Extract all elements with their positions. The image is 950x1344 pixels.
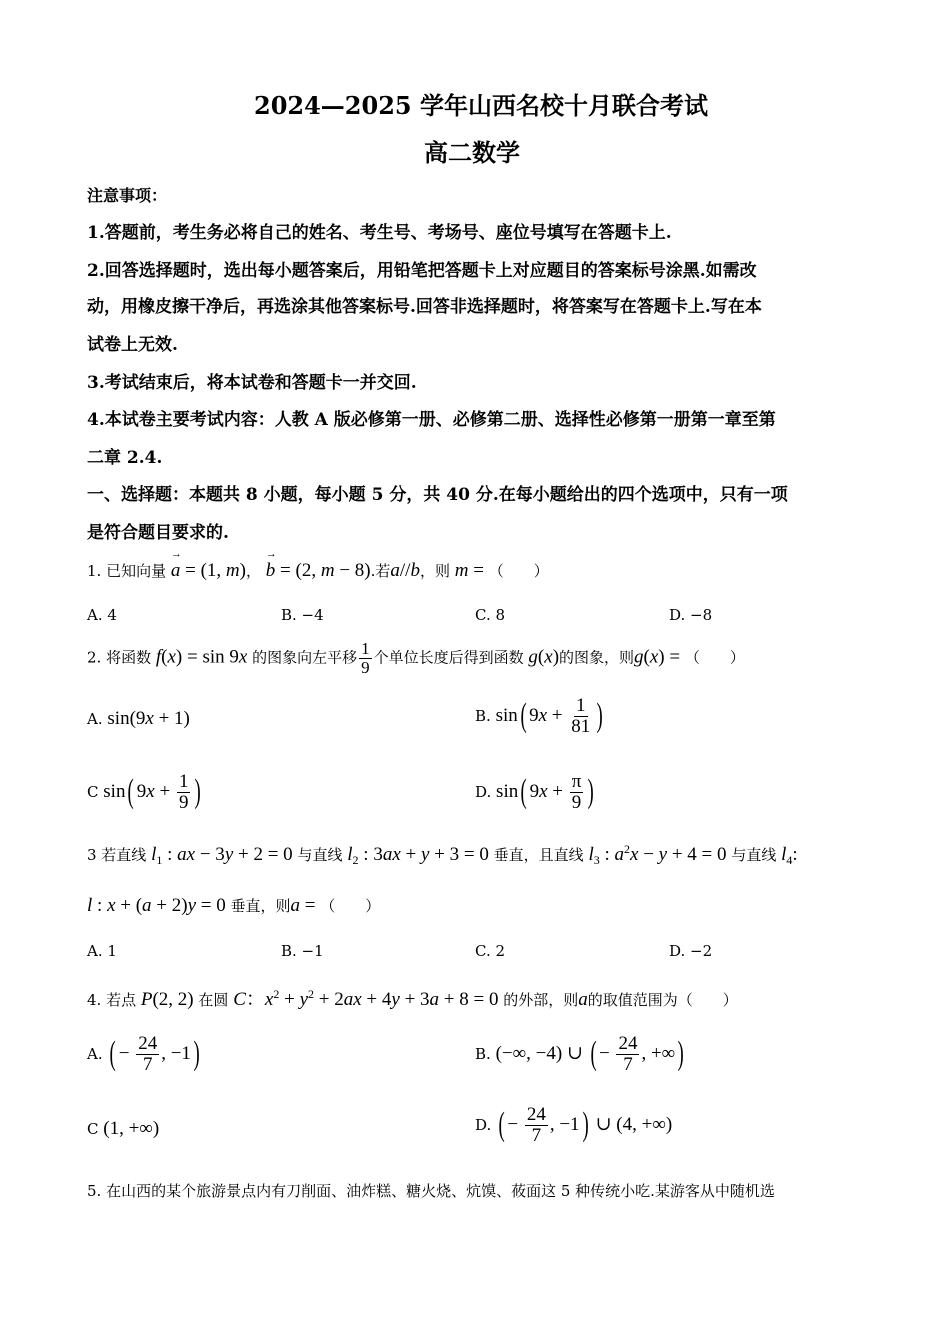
q1-ask: ，则 (419, 562, 450, 580)
q4-text-2: 的外部，则 (503, 991, 579, 1009)
q2-option-a-label: A. (87, 710, 103, 728)
q2-blank: （ ） (684, 648, 745, 667)
q3-text-4: 垂直，则 (230, 897, 291, 915)
q3-option-a: A. 1 (87, 942, 117, 960)
q4-a: a (578, 989, 588, 1010)
note-3: 3.考试结束后，将本试卷和答题卡一并交回. (87, 373, 417, 393)
q3-option-d: D. −2 (669, 942, 713, 960)
q2-text-3: 的图象，则 (559, 648, 635, 667)
q3-a-ask: a = (290, 895, 321, 916)
q3-text-3: 与直线 (731, 846, 777, 864)
exam-subject: 高二数学 (424, 138, 520, 167)
note-2-line3: 试卷上无效. (87, 335, 178, 355)
question-1 (87, 560, 549, 582)
q4-point: P(2, 2) (140, 989, 194, 1010)
q3-line-l4: l : x + (a + 2)y = 0 (87, 895, 226, 916)
q4-text-1: 在圆 (198, 991, 229, 1009)
exam-title: 2024—2025 学年山西名校十月联合考试 (254, 91, 708, 120)
notes-heading: 注意事项： (87, 186, 168, 205)
section-1-heading: 一、选择题：本题共 8 小题，每小题 5 分，共 40 分.在每小题给出的四个选项中，只有一项 (87, 485, 788, 505)
q2-option-b-label: B. (475, 706, 491, 725)
q3-blank: （ ） (320, 897, 381, 915)
q3-line-l2: $l_2$ : 3ax + y + 3 = 0 (347, 844, 489, 867)
q3-option-c: C. 2 (475, 942, 506, 960)
question-5: 5. 在山西的某个旅游景点内有刀削面、油炸糕、糖火烧、炕馍、莜面这 5 种传统小吃.某游客从中随机选 (87, 1182, 775, 1200)
q4-option-a-expr: ( − $\frac{24}{7}$ , −1) (109, 1033, 200, 1075)
q4-option-a (87, 1034, 202, 1075)
question-4 (87, 984, 738, 1011)
q3-option-b: B. −1 (281, 942, 324, 960)
q2-option-d (475, 772, 597, 813)
q2-option-d-label: D. (475, 782, 492, 801)
q4-option-d-expr: ( − $\frac{24}{7}$ , −1) ∪ (4, +∞) (498, 1104, 673, 1146)
q4-option-b-label: B. (475, 1044, 491, 1063)
q2-option-a-expr: sin(9x + 1) (107, 708, 190, 729)
q1-option-d: D. −8 (669, 606, 713, 624)
q1-vector-b: → b = (2, m − 8) (266, 560, 371, 581)
q3-line-l3: $l_3$ : $a^2x - y + 4 = 0$ (588, 842, 727, 867)
q1-blank: （ ） (488, 562, 549, 580)
q1-option-a: A. 4 (87, 606, 117, 624)
note-4-line2: 二章 2.4. (87, 448, 163, 468)
q1-cond: .若 (370, 562, 391, 580)
question-3 (87, 842, 798, 868)
q2-function-f: f(x) = sin 9x (155, 646, 248, 668)
q1-vector-a: → a = (1, m) (171, 560, 246, 581)
note-2-line2: 动，用橡皮擦干净后，再选涂其他答案标号.回答非选择题时，将答案写在答题卡上.写在本 (87, 297, 762, 317)
q2-option-a (87, 708, 190, 730)
q4-option-d (475, 1105, 672, 1146)
q1-option-c: C. 8 (475, 606, 506, 624)
note-2-line1: 2.回答选择题时，选出每小题答案后，用铅笔把答题卡上对应题目的答案标号涂黑.如需改 (87, 261, 757, 281)
q2-text-1: 的图象向左平移 (252, 648, 358, 667)
q2-option-d-expr: sin( 9x + $\frac{\pi}{9}$ ) (496, 771, 595, 813)
q2-option-c (87, 772, 204, 813)
question-3-cont (87, 895, 380, 917)
q4-option-c-label: C (87, 1120, 99, 1138)
q3-text-1: 与直线 (297, 846, 343, 864)
q1-comma: ， (245, 562, 261, 580)
q4-prefix: 4. 若点 (87, 991, 137, 1009)
q3-text-2: 垂直，且直线 (493, 846, 584, 864)
q3-line-l4-label: $l_4$: (781, 844, 798, 867)
q4-option-b-expr: (−∞, −4) ∪ ( − $\frac{24}{7}$ , +∞) (495, 1033, 684, 1075)
q1-prefix: 1. 已知向量 (87, 562, 167, 580)
q4-option-b (475, 1034, 687, 1075)
section-1-heading-line2: 是符合题目要求的. (87, 523, 229, 543)
q1-eq: = (468, 560, 489, 581)
q3-prefix: 3 若直线 (87, 846, 147, 864)
question-2 (87, 640, 745, 677)
q2-g-ask: g(x) = (634, 646, 685, 668)
q4-circle: C：$x^2 + y^2 + 2ax + 4y + 3a + 8 = 0$ (233, 987, 499, 1010)
q1-option-b: B. −4 (281, 606, 324, 624)
q2-option-c-label: C (87, 782, 99, 801)
note-1: 1.答题前，考生务必将自己的姓名、考生号、考场号、座位号填写在答题卡上. (87, 223, 672, 243)
q2-prefix: 2. 将函数 (87, 648, 152, 667)
q4-option-c-expr: (1, +∞) (103, 1118, 160, 1139)
q4-text-3: 的取值范围为（ ） (587, 991, 738, 1009)
q1-m: m (454, 560, 469, 581)
q4-option-a-label: A. (87, 1044, 103, 1063)
q2-function-g: g(x) (528, 646, 560, 668)
q2-text-2: 个单位长度后得到函数 (373, 648, 524, 667)
q2-shift-fraction: $\frac{1}{9}$ (361, 639, 370, 677)
q2-option-b (475, 696, 606, 737)
note-4-line1: 4.本试卷主要考试内容：人教 A 版必修第一册、必修第二册、选择性必修第一册第一章至第 (87, 410, 776, 430)
q4-option-c (87, 1118, 159, 1140)
q1-parallel: a//b (390, 560, 420, 581)
q2-option-c-expr: sin( 9x + $\frac{1}{9}$ ) (103, 771, 202, 813)
q2-option-b-expr: sin( 9x + $\frac{1}{81}$ ) (495, 695, 604, 737)
q4-option-d-label: D. (475, 1115, 492, 1134)
q3-line-l1: $l_1$ : ax − 3y + 2 = 0 (151, 844, 293, 867)
